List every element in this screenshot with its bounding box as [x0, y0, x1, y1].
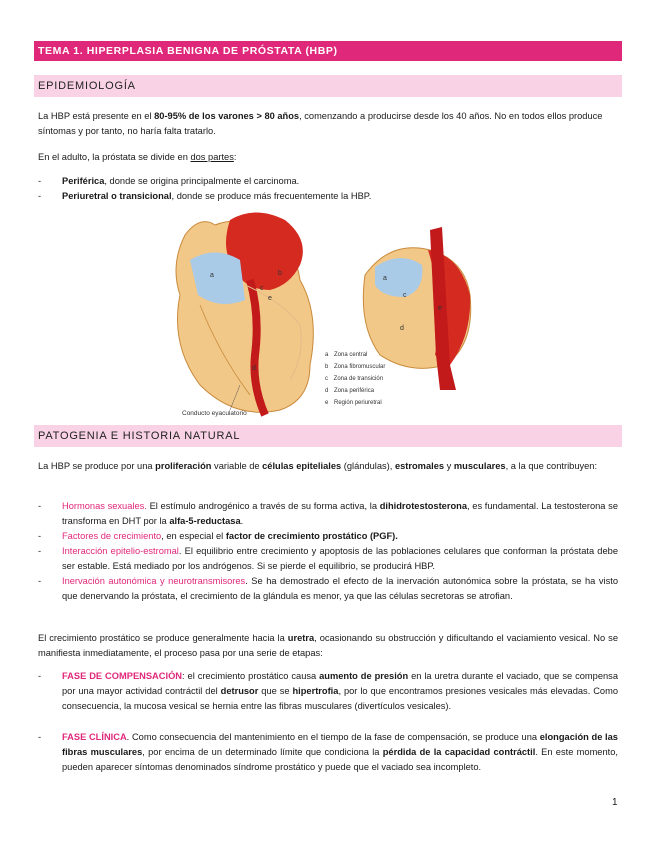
list-item-hormonas: - Hormonas sexuales. El estímulo androgénico a través de su forma activa, la dihidrotestosterona, es fundamental. La testosterona se transforma en DHT por la alfa-5-reductasa.: [38, 501, 618, 526]
list-item-periuretral: - Periuretral o transicional, donde se produce más frecuentemente la HBP.: [38, 191, 372, 201]
section-label-d: d: [400, 325, 404, 332]
legend-text-e: Región periuretral: [334, 400, 382, 406]
figure-legend: [325, 352, 385, 406]
list-item-fase-clinica: - FASE CLÍNICA. Como consecuencia del mantenimiento en el tiempo de la fase de compensación, se produce una elongación de las fibras musculares, por encima de un determinado límite que condiciona la pérdida de la capacidad contráctil. En este momento, pueden aparecer síntomas denominados síndrome prostático y puede que el vaciado sea incompleto.: [38, 732, 618, 772]
pat-paragraph-1: La HBP se produce por una proliferación variable de células epiteliales (glándulas), estromales y musculares, a la que contribuyen:: [38, 461, 598, 471]
legend-text-b: Zona fibromuscular: [334, 364, 386, 370]
sagittal-prostate-drawing: [176, 213, 313, 418]
figure-label-a: a: [210, 272, 214, 279]
svg-text:c Zona de transición: [325, 376, 383, 382]
list-item-factores: - Factores de crecimiento, en especial el factor de crecimiento prostático (PGF).: [38, 531, 398, 541]
svg-text:d Zona periférica: [325, 388, 375, 394]
epi-paragraph-1: La HBP está presente en el 80-95% de los varones > 80 años, comenzando a producirse desde los 40 años. No en todos ellos produce síntomas y por tanto, no haría falta tratarlo.: [38, 111, 603, 136]
section-heading-epidemiologia: EPIDEMIOLOGÍA: [34, 75, 622, 97]
legend-letter-a: a: [325, 352, 329, 358]
section-heading-patogenia: PATOGENIA E HISTORIA NATURAL: [34, 425, 622, 447]
list-item-fase-compensacion: - FASE DE COMPENSACIÓN: el crecimiento prostático causa aumento de presión en la uretra durante el vaciado, que se compensa por una mayor actividad contráctil del detrusor que se hipertrofia, por lo que encontramos presiones vesicales más elevadas. Como consecuencia, la mucosa vesical se hernia entre las fibras musculares (divertículos vesicales).: [38, 671, 618, 711]
page-title: TEMA 1. HIPERPLASIA BENIGNA DE PRÓSTATA (HBP): [34, 41, 622, 61]
pat-paragraph-2: El crecimiento prostático se produce generalmente hacia la uretra, ocasionando su obstrucción y dificultando el vaciamiento vesical. No se manifiesta inmediatamente, el proceso pasa por una serie de etapas:: [38, 633, 619, 658]
list-item-interaccion: - Interacción epitelio-estromal. El equilibrio entre crecimiento y apoptosis de las poblaciones celulares que conforman la próstata debe ser estable. Está mediado por los andrógenos. Si se pierde el equilibrio, se producirá HBP.: [38, 546, 618, 571]
figure-label-d: d: [252, 365, 256, 372]
section-label-e: e: [438, 305, 442, 312]
legend-text-c: Zona de transición: [333, 376, 384, 382]
figure-caption-duct: Conducto eyaculatorio: [182, 410, 247, 417]
epi-paragraph-2: En el adulto, la próstata se divide en dos partes:: [38, 152, 237, 162]
list-item-periferica: - Periférica, donde se origina principalmente el carcinoma.: [38, 176, 300, 186]
section-label-a: a: [383, 275, 387, 282]
legend-text-a: Zona central: [334, 352, 368, 358]
svg-text:b Zona fibromuscular: [325, 364, 385, 370]
legend-letter-d: d: [325, 388, 329, 394]
figure-label-e: e: [268, 295, 272, 302]
list-item-inervacion: - Inervación autonómica y neurotransmisores. Se ha demostrado el efecto de la inervación autonómica sobre la próstata, se ha visto que denervando la próstata, el crecimiento de la glándula es menor, ya que las células secretoras se atrofian.: [38, 576, 618, 601]
legend-text-d: Zona periférica: [334, 388, 375, 394]
legend-letter-c: c: [325, 376, 328, 382]
legend-letter-b: b: [325, 364, 329, 370]
svg-text:a Zona central: [325, 352, 367, 358]
page-number: 1: [612, 797, 618, 808]
section-label-c: c: [403, 292, 407, 299]
legend-letter-e: e: [325, 400, 329, 406]
svg-text:e Región periuretral: [325, 400, 382, 406]
figure-label-c: c: [260, 285, 264, 292]
figure-label-b: b: [278, 270, 282, 277]
prostate-zones-illustration: [160, 205, 495, 420]
